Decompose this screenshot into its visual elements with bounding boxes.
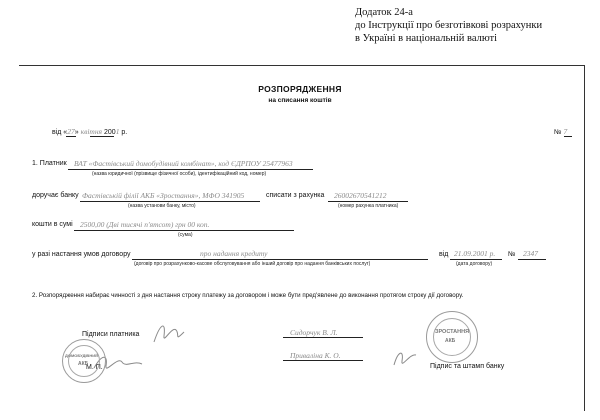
date-day-line (66, 136, 76, 137)
signature-scribble-1-icon (150, 318, 190, 348)
date-mid: » (74, 129, 79, 136)
payer-caption: (назва юридичної (прізвище фізичної особи), ідентифікаційний код, номер) (92, 171, 267, 177)
amount-value: 2500,00 (Дві тисячі п'ятсот) грн 00 коп. (80, 220, 210, 229)
bank-signature-label: Підпис та штамп банку (430, 363, 505, 370)
bank-account-caption: (номер рахунка платника) (338, 203, 399, 209)
signature-scribble-3-icon (390, 345, 420, 373)
bank-stamp (426, 311, 478, 363)
date-row (52, 127, 127, 136)
date-year: 200 (104, 129, 116, 136)
signatory-name-2: Приваліна К. О. (290, 351, 341, 360)
amount-label: кошти в сумі (32, 221, 73, 228)
bank-action: списати з рахунка (266, 192, 325, 199)
date-day: 27 (67, 127, 75, 136)
amount-caption: (сума) (178, 232, 193, 238)
agreement-from-label: від (439, 251, 449, 258)
signatory-line-2 (283, 360, 363, 361)
agreement-caption: (договір про розрахунково-касове обслуговування або інший договір про надання банківських послуг) (134, 261, 371, 267)
bank-label: доручає банку (32, 192, 79, 199)
bank-account: 26002670541212 (334, 191, 387, 200)
signatory-line-1 (283, 337, 363, 338)
payer-stamp (62, 339, 106, 383)
agreement-label: у разі настання умов договору (32, 251, 131, 258)
agreement-date-line (450, 259, 502, 260)
signatory-name-1: Сидорчук В. Л. (290, 328, 338, 337)
amount-line (74, 230, 294, 231)
document-title: РОЗПОРЯДЖЕННЯ (258, 84, 342, 94)
doc-number-line (564, 136, 572, 137)
agreement-no-label: № (508, 251, 516, 258)
mp-label: М. П. (86, 364, 103, 371)
bank-account-line (328, 201, 408, 202)
agreement-no-value: 2347 (523, 249, 538, 258)
bank-caption: (назва установи банку, місто) (128, 203, 196, 209)
date-month: квітня (80, 127, 103, 136)
doc-number-value: 7 (563, 127, 568, 136)
doc-number-label: № (554, 129, 562, 136)
bank-value: Фастівській філії АКБ «Зростання», МФО 341905 (82, 191, 245, 200)
bank-line (80, 201, 260, 202)
agreement-value: про надання кредиту (200, 249, 268, 258)
payer-signature-label: Підписи платника (82, 331, 140, 338)
date-end: р. (119, 129, 128, 136)
agreement-date: 21.09.2001 р. (454, 249, 496, 258)
payer-value: ВАТ «Фастівський домобудівний комбінат», код ЄДРПОУ 25477963 (74, 159, 293, 168)
date-month-line (90, 136, 114, 137)
agreement-date-caption: (дата договору) (456, 261, 493, 267)
date-prefix: від « (52, 129, 68, 136)
agreement-no-line (518, 259, 546, 260)
annex-line-3: в Україні в національній валюті (355, 33, 498, 44)
payer-label: 1. Платник (32, 160, 67, 167)
agreement-line (132, 259, 428, 260)
bank-stamp-text-2: АКБ (445, 338, 456, 344)
payer-stamp-text: ДОМОБУДІВНИЙ (65, 353, 98, 358)
annex-line-2: до Інструкції про безготівкові розрахунки (355, 20, 543, 31)
payer-stamp-text-2: АКБ (78, 361, 89, 367)
date-year-hand: 1 (115, 127, 120, 136)
clause-2: 2. Розпорядження набирає чинності з дня настання строку платежу за договором і може бути пред'явлене до виконання протягом строку дії договору. (32, 292, 464, 299)
annex-line-1: Додаток 24-а (355, 7, 413, 18)
doc-number (554, 127, 567, 136)
bank-stamp-inner-ring (433, 318, 471, 356)
payer-line (68, 169, 313, 170)
bank-stamp-text: ЗРОСТАННЯ (435, 329, 470, 335)
document-subtitle: на списання коштів (268, 97, 332, 104)
